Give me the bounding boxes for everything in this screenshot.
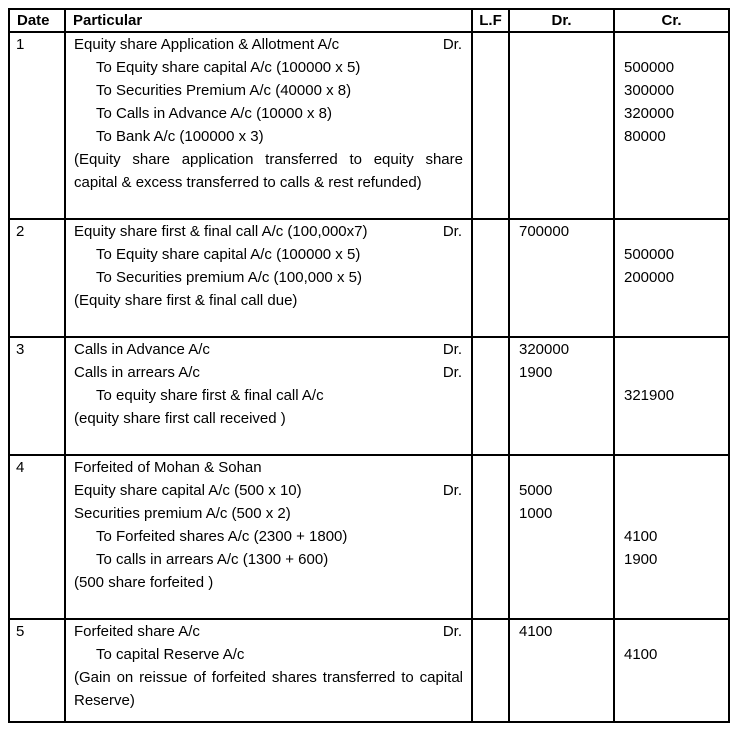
cr-amount [615,620,728,643]
narration: (Gain on reissue of forfeited shares transferred to capital Reserve) [74,669,463,709]
header-cr: Cr. [614,9,729,32]
header-date: Date [9,9,65,32]
journal-line [66,384,471,407]
journal-line [66,266,471,289]
journal-line [66,620,471,643]
dr-amount [510,33,613,56]
dr-amount: 1000 [519,505,553,522]
dr-suffix: Dr. [442,223,462,240]
dr-amount: 1900 [519,364,553,381]
cr-cell [614,455,729,619]
particular-cell [65,219,472,337]
cr-amount [615,502,728,525]
narration: (equity share first call received ) [74,410,286,427]
cr-amount: 320000 [624,105,675,122]
account-name: To Securities premium A/c (100,000 x 5) [96,269,362,286]
cr-amount: 80000 [624,128,666,145]
dr-amount: 700000 [519,223,570,240]
account-name: To Equity share capital A/c (100000 x 5) [96,246,361,263]
journal-entry [9,337,729,455]
account-name: Equity share Application & Allotment A/c [74,36,340,53]
lf-cell [472,337,509,455]
cr-amount: 500000 [624,59,675,76]
journal-table [8,8,730,723]
cr-cell [614,219,729,337]
cr-amount [615,361,728,384]
header-lf: L.F [472,9,509,32]
account-name: Calls in arrears A/c [74,364,200,381]
journal-line [66,102,471,125]
cr-amount: 300000 [624,82,675,99]
cr-cell [614,337,729,455]
cr-amount [615,338,728,361]
journal-entry [9,219,729,337]
journal-entry [9,619,729,722]
dr-suffix: Dr. [442,36,462,53]
journal-line [66,220,471,243]
account-name: Equity share first & final call A/c (100,000x7) [74,223,368,240]
account-name: To equity share first & final call A/c [96,387,324,404]
date-cell [9,337,65,455]
date-cell [9,619,65,722]
account-name: Equity share capital A/c (500 x 10) [74,482,302,499]
particular-cell [65,337,472,455]
entry-date: 2 [16,223,25,240]
dr-cell [509,337,614,455]
entry-date: 3 [16,341,25,358]
journal-line [66,125,471,148]
cr-amount [615,456,728,479]
particular-cell [65,455,472,619]
date-cell [9,32,65,219]
date-cell [9,455,65,619]
journal-line [66,361,471,384]
particular-cell [65,32,472,219]
journal-line [66,479,471,502]
particular-cell [65,619,472,722]
cr-cell [614,619,729,722]
entry-date: 1 [16,36,25,53]
narration: (Equity share application transferred to equity share capital & excess transferred to calls & rest refunded) [74,151,463,191]
account-name: Calls in Advance A/c [74,341,210,358]
lf-cell [472,32,509,219]
journal-entry [9,32,729,219]
account-name: To Calls in Advance A/c (10000 x 8) [96,105,332,122]
journal-line [66,502,471,525]
account-name: To Forfeited shares A/c (2300 + 1800) [96,528,348,545]
dr-cell [509,219,614,337]
entry-date: 5 [16,623,25,640]
dr-suffix: Dr. [442,623,462,640]
dr-suffix: Dr. [442,482,462,499]
date-cell [9,219,65,337]
account-name: To capital Reserve A/c [96,646,245,663]
spacer [66,312,471,336]
account-name: To Bank A/c (100000 x 3) [96,128,264,145]
cr-amount [615,479,728,502]
journal-line [66,79,471,102]
cr-amount [615,220,728,243]
dr-cell [509,32,614,219]
dr-amount: 320000 [519,341,570,358]
cr-amount: 4100 [624,646,658,663]
journal-line [66,56,471,79]
account-name: Securities premium A/c (500 x 2) [74,505,291,522]
account-name: Forfeited of Mohan & Sohan [74,459,262,476]
spacer [66,430,471,454]
account-name: Forfeited share A/c [74,623,200,640]
dr-amount: 4100 [519,623,553,640]
journal-line [66,33,471,56]
journal-line [66,338,471,361]
journal-entry [9,455,729,619]
dr-cell [509,619,614,722]
journal-line [66,243,471,266]
header-particular: Particular [65,9,472,32]
dr-cell [509,455,614,619]
cr-amount: 4100 [624,528,658,545]
cr-amount: 500000 [624,246,675,263]
cr-amount: 321900 [624,387,675,404]
account-name: To Securities Premium A/c (40000 x 8) [96,82,352,99]
journal-line [66,525,471,548]
narration: (Equity share first & final call due) [74,292,298,309]
lf-cell [472,619,509,722]
cr-amount [615,33,728,56]
lf-cell [472,455,509,619]
dr-suffix: Dr. [442,341,462,358]
account-name: To calls in arrears A/c (1300 + 600) [96,551,329,568]
cr-amount: 200000 [624,269,675,286]
narration: (500 share forfeited ) [74,574,214,591]
lf-cell [472,219,509,337]
header-dr: Dr. [509,9,614,32]
dr-amount [510,456,613,479]
entry-date: 4 [16,459,25,476]
dr-amount: 5000 [519,482,553,499]
cr-cell [614,32,729,219]
spacer [66,594,471,618]
spacer [66,194,471,218]
journal-line [66,456,471,479]
journal-line [66,643,471,666]
dr-suffix: Dr. [442,364,462,381]
cr-amount: 1900 [624,551,658,568]
account-name: To Equity share capital A/c (100000 x 5) [96,59,361,76]
header-row [9,9,729,32]
journal-line [66,548,471,571]
